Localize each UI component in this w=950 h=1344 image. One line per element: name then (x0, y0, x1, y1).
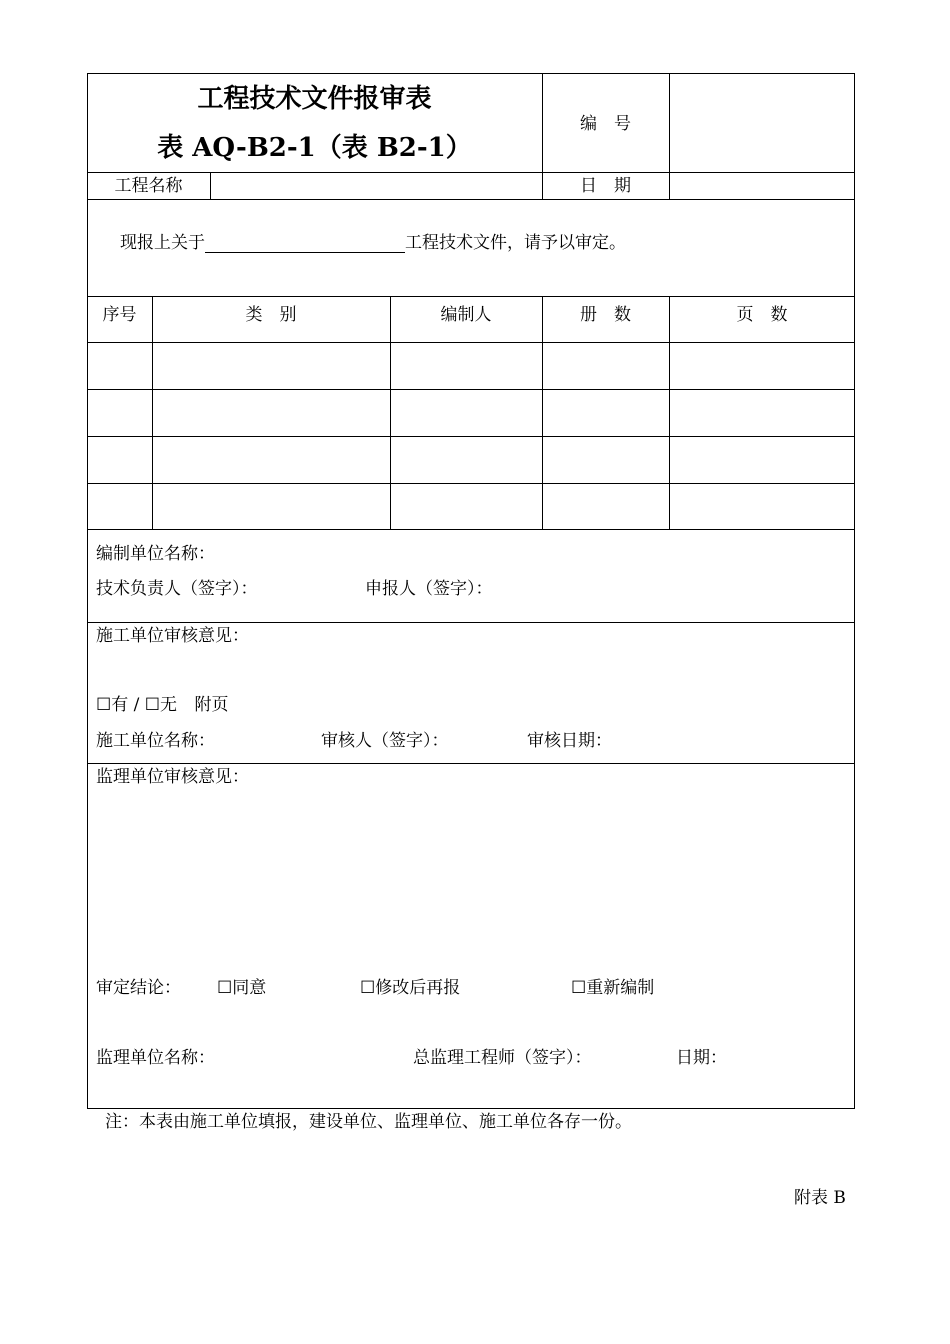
submit-sentence (120, 233, 626, 253)
attachment-line (96, 695, 228, 715)
divider-compile (87, 622, 855, 623)
form-subtitle: 表 AQ-B2-1（表 B2-1） (157, 133, 472, 163)
table-row[interactable] (88, 343, 854, 389)
checkbox-none-icon[interactable]: ☐ (144, 695, 161, 715)
footnote: 注：本表由施工单位填报，建设单位、监理单位、施工单位各存一份。 (105, 1112, 632, 1132)
reviewer-label: 审核人（签字）： (321, 731, 449, 751)
project-name-label: 工程名称 (114, 176, 183, 196)
checkbox-has-icon[interactable]: ☐ (96, 695, 112, 715)
project-name-field[interactable] (211, 173, 541, 199)
number-field[interactable] (670, 74, 854, 172)
tech-lead-label: 技术负责人（签字）： (96, 579, 258, 599)
table-row[interactable] (88, 390, 854, 436)
th-category: 类 别 (245, 305, 297, 325)
supervision-opinion-label: 监理单位审核意见： (96, 767, 249, 787)
chief-engineer-label: 总监理工程师（签字）： (413, 1048, 592, 1068)
attachment-has: 有 (111, 695, 129, 715)
construction-unit-label: 施工单位名称： (96, 731, 215, 751)
supervision-unit-label: 监理单位名称： (96, 1048, 215, 1068)
th-author: 编制人 (440, 305, 492, 325)
divider-project (87, 199, 855, 200)
supervision-date-label: 日期： (676, 1048, 727, 1068)
form-title: 工程技术文件报审表 (197, 84, 432, 114)
checkbox-recompile-icon[interactable]: ☐ (571, 978, 587, 998)
divider-submit (87, 296, 855, 297)
option-resubmit-label: 修改后再报 (375, 978, 461, 998)
submit-prefix: 现报上关于 (120, 233, 205, 253)
option-recompile-label: 重新编制 (586, 978, 655, 998)
th-index: 序号 (102, 305, 137, 325)
number-label: 编 号 (580, 114, 631, 134)
attachment-label: 附页 (194, 695, 229, 715)
option-recompile[interactable] (571, 978, 654, 998)
construction-opinion-label: 施工单位审核意见： (96, 626, 249, 646)
date-label: 日 期 (580, 176, 631, 196)
th-volumes: 册 数 (580, 305, 631, 325)
divider-row-4 (87, 529, 855, 530)
submit-suffix: 工程技术文件，请予以审定。 (405, 233, 626, 253)
compile-unit-label: 编制单位名称： (96, 544, 215, 564)
review-date-label: 审核日期： (527, 731, 612, 751)
date-field[interactable] (670, 173, 854, 199)
project-blank-field[interactable] (205, 234, 405, 253)
attachment-none: 无 (160, 695, 178, 715)
reporter-label: 申报人（签字）： (365, 579, 493, 599)
attachment-sep: / (133, 695, 140, 715)
checkbox-agree-icon[interactable]: ☐ (217, 978, 233, 998)
option-resubmit[interactable] (360, 978, 460, 998)
divider-construction (87, 763, 855, 764)
option-agree[interactable] (217, 978, 266, 998)
option-agree-label: 同意 (232, 978, 267, 998)
th-pages: 页 数 (736, 305, 788, 325)
table-row[interactable] (88, 437, 854, 483)
conclusion-label: 审定结论： (96, 978, 181, 998)
checkbox-resubmit-icon[interactable]: ☐ (360, 978, 376, 998)
table-row[interactable] (88, 484, 854, 529)
appendix-label: 附表 B (794, 1188, 846, 1208)
